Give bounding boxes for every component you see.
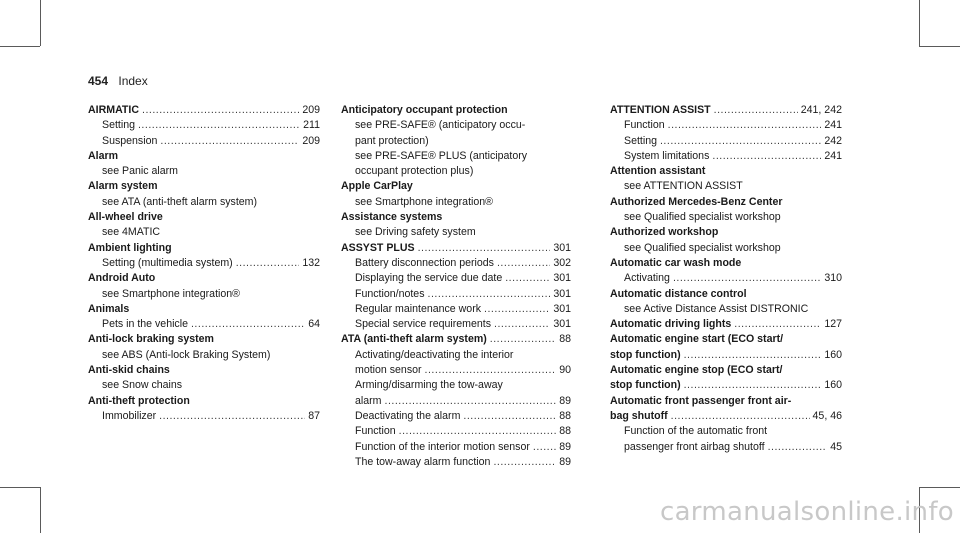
page-reference: 241 [824, 119, 842, 132]
index-subentry [610, 210, 842, 225]
index-subentry [341, 164, 571, 179]
index-entry [610, 332, 842, 363]
index-subentry [610, 440, 842, 455]
crop-mark [40, 0, 41, 46]
index-term: Battery disconnection periods [355, 256, 494, 269]
page-reference: 87 [308, 409, 320, 422]
leader-dots [463, 409, 556, 424]
index-keyword: Automatic distance control [610, 287, 747, 300]
index-keyword: Authorized workshop [610, 226, 719, 239]
index-subentry [341, 287, 571, 302]
leader-dots [142, 103, 299, 118]
page-reference: 301 [553, 241, 571, 254]
leader-dots [399, 424, 557, 439]
page-reference: 302 [553, 256, 571, 269]
index-entry [341, 241, 571, 333]
page-reference: 301 [553, 318, 571, 331]
page-reference: 241, 242 [800, 104, 842, 116]
index-subentry [341, 149, 571, 164]
index-entry [610, 363, 842, 394]
page-reference: 132 [302, 256, 320, 269]
index-term: see Active Distance Assist DISTRONIC [624, 302, 809, 315]
index-entry [610, 164, 842, 195]
index-subentry [341, 271, 571, 286]
page-reference: 89 [559, 455, 571, 468]
index-term: Regular maintenance work [355, 302, 482, 315]
index-keyword-line [610, 287, 842, 302]
leader-dots [684, 348, 822, 363]
index-subentry [341, 256, 571, 271]
index-entry [88, 363, 320, 394]
index-subentry [341, 394, 571, 409]
index-term: Suspension [102, 134, 158, 147]
index-entry [610, 394, 842, 455]
index-column-3 [610, 103, 842, 455]
index-keyword-line [88, 302, 320, 317]
index-keyword: Animals [88, 302, 130, 315]
leader-dots [734, 317, 821, 332]
index-keyword-line [610, 348, 842, 363]
index-subentry [610, 149, 842, 164]
watermark: carmanualsonline.info [659, 497, 954, 527]
index-keyword: Anti-theft protection [88, 394, 190, 407]
page-reference: 301 [553, 302, 571, 315]
index-keyword-line [88, 271, 320, 286]
index-term: see PRE-SAFE® (anticipatory occu- [355, 119, 526, 132]
index-keyword: Automatic car wash mode [610, 256, 742, 269]
index-term: Function/notes [355, 287, 425, 300]
index-entry [88, 271, 320, 302]
crop-mark [919, 46, 960, 47]
index-term: Immobilizer [102, 409, 157, 422]
index-entry [610, 103, 842, 164]
page-reference: 89 [559, 440, 571, 453]
page-reference: 88 [559, 425, 571, 438]
index-subentry [88, 134, 320, 149]
page-reference: 242 [824, 134, 842, 147]
index-keyword-line [341, 103, 571, 118]
crop-mark [0, 487, 40, 488]
index-subentry [341, 424, 571, 439]
index-subentry [341, 455, 571, 470]
index-keyword-line [610, 363, 842, 378]
index-term: Deactivating the alarm [355, 409, 461, 422]
index-subentry [88, 225, 320, 240]
index-keyword-line [88, 149, 320, 164]
page-reference: 45 [830, 440, 842, 453]
index-term: Function of the automatic front [624, 425, 768, 438]
leader-dots [490, 332, 556, 347]
index-keyword-line [88, 103, 320, 118]
index-keyword: ATTENTION ASSIST [610, 104, 711, 116]
index-term: see Smartphone integration® [355, 195, 493, 208]
index-column-1 [88, 103, 320, 424]
page-reference: 301 [553, 287, 571, 300]
index-subentry [610, 271, 842, 286]
index-entry [341, 103, 571, 179]
index-term: see ATTENTION ASSIST [624, 180, 743, 193]
leader-dots [236, 256, 300, 271]
page-reference: 64 [308, 318, 320, 331]
index-term: The tow-away alarm function [355, 455, 491, 468]
page-reference: 160 [824, 379, 842, 392]
index-keyword-line [610, 225, 842, 240]
index-subentry [88, 195, 320, 210]
index-keyword: Assistance systems [341, 211, 443, 224]
leader-dots [668, 118, 822, 133]
leader-dots [138, 118, 300, 133]
leader-dots [418, 241, 551, 256]
index-term: see PRE-SAFE® PLUS (anticipatory [355, 149, 528, 162]
leader-dots [428, 287, 551, 302]
index-term: passenger front airbag shutoff [624, 440, 765, 453]
index-subentry [341, 378, 571, 393]
index-keyword: Attention assistant [610, 165, 706, 178]
index-keyword: All-wheel drive [88, 211, 163, 224]
index-keyword: Anticipatory occupant protection [341, 104, 508, 116]
index-subentry [88, 348, 320, 363]
index-keyword-line [88, 363, 320, 378]
index-subentry [88, 287, 320, 302]
index-term: see Qualified specialist workshop [624, 241, 781, 254]
page-reference: 88 [559, 333, 571, 346]
index-term: see Qualified specialist workshop [624, 211, 781, 224]
leader-dots [714, 103, 798, 118]
index-subentry [341, 134, 571, 149]
index-keyword-line [610, 378, 842, 393]
leader-dots [533, 440, 556, 455]
page-reference: 211 [303, 119, 320, 132]
index-keyword-line [610, 409, 842, 424]
index-entry [610, 287, 842, 318]
index-entry [341, 332, 571, 470]
index-term: motion sensor [355, 364, 422, 377]
index-entry [610, 317, 842, 332]
index-subentry [610, 118, 842, 133]
index-term: occupant protection plus) [355, 165, 474, 178]
index-subentry [88, 118, 320, 133]
index-term: pant protection) [355, 134, 429, 147]
crop-mark [0, 46, 40, 47]
leader-dots [493, 455, 556, 470]
index-subentry [341, 440, 571, 455]
index-term: see Snow chains [102, 379, 183, 392]
index-term: System limitations [624, 149, 710, 162]
index-keyword-line [610, 332, 842, 347]
index-subentry [610, 179, 842, 194]
section-title: Index [118, 74, 148, 88]
index-subentry [88, 164, 320, 179]
index-keyword: Automatic engine stop (ECO start/ [610, 364, 783, 377]
page-reference: 45, 46 [812, 409, 842, 422]
index-term: Setting [624, 134, 657, 147]
index-term: Pets in the vehicle [102, 318, 188, 331]
index-keyword: Automatic front passenger front air- [610, 394, 792, 407]
index-term: Activating [624, 272, 670, 285]
leader-dots [425, 363, 557, 378]
index-keyword: bag shutoff [610, 409, 668, 422]
crop-mark [919, 0, 920, 46]
index-keyword: Android Auto [88, 272, 156, 285]
index-keyword-line [88, 394, 320, 409]
page-reference: 88 [559, 409, 571, 422]
index-entry [610, 256, 842, 287]
index-keyword: Automatic engine start (ECO start/ [610, 333, 784, 346]
leader-dots [768, 440, 828, 455]
index-term: Activating/deactivating the interior [355, 348, 514, 361]
index-keyword-line [341, 179, 571, 194]
index-subentry [341, 225, 571, 240]
leader-dots [159, 409, 305, 424]
index-entry [88, 210, 320, 241]
index-term: Displaying the service due date [355, 272, 503, 285]
index-term: Function [624, 119, 665, 132]
index-subentry [341, 118, 571, 133]
leader-dots [505, 271, 550, 286]
index-keyword-line [610, 103, 842, 118]
index-keyword-line [610, 317, 842, 332]
index-column-2 [341, 103, 571, 470]
index-entry [88, 394, 320, 425]
index-keyword-line [610, 164, 842, 179]
leader-dots [712, 149, 821, 164]
index-keyword-line [88, 241, 320, 256]
index-keyword: ASSYST PLUS [341, 241, 415, 254]
page-reference: 209 [302, 134, 320, 147]
index-subentry [341, 317, 571, 332]
index-term: Function of the interior motion sensor [355, 440, 530, 453]
leader-dots [497, 256, 550, 271]
index-entry [88, 149, 320, 180]
index-entry [88, 302, 320, 333]
index-keyword: Anti-lock braking system [88, 333, 214, 346]
index-entry [88, 241, 320, 272]
index-keyword: Apple CarPlay [341, 180, 413, 193]
leader-dots [673, 271, 821, 286]
index-term: see ATA (anti-theft alarm system) [102, 195, 258, 208]
index-keyword: Alarm [88, 149, 119, 162]
index-keyword: Ambient lighting [88, 241, 172, 254]
index-keyword: AIRMATIC [88, 104, 139, 116]
index-subentry [88, 409, 320, 424]
index-entry [88, 332, 320, 363]
index-subentry [610, 302, 842, 317]
index-keyword-line [88, 179, 320, 194]
index-keyword-line [341, 210, 571, 225]
index-keyword-line [610, 394, 842, 409]
index-subentry [88, 317, 320, 332]
page-number: 454 [88, 74, 109, 88]
page-reference: 241 [824, 149, 842, 162]
index-term: Setting (multimedia system) [102, 256, 233, 269]
page-reference: 90 [559, 364, 571, 377]
page-reference: 301 [553, 272, 571, 285]
index-keyword-line [88, 210, 320, 225]
index-keyword: stop function) [610, 348, 681, 361]
index-keyword-line [88, 332, 320, 347]
index-term: Arming/disarming the tow-away [355, 379, 503, 392]
leader-dots [385, 394, 557, 409]
page-reference: 89 [559, 394, 571, 407]
leader-dots [684, 378, 822, 393]
index-term: alarm [355, 394, 382, 407]
index-entry [341, 210, 571, 241]
index-term: see Panic alarm [102, 165, 178, 178]
index-term: see 4MATIC [102, 226, 161, 239]
index-subentry [88, 256, 320, 271]
leader-dots [160, 134, 299, 149]
index-keyword: stop function) [610, 379, 681, 392]
index-keyword: Authorized Mercedes-Benz Center [610, 195, 783, 208]
index-entry [610, 195, 842, 226]
index-subentry [341, 348, 571, 363]
page-reference: 209 [302, 104, 320, 116]
index-entry [610, 225, 842, 256]
index-keyword: ATA (anti-theft alarm system) [341, 333, 487, 346]
index-entry [88, 179, 320, 210]
index-term: Function [355, 425, 396, 438]
index-term: Special service requirements [355, 318, 492, 331]
index-keyword-line [341, 241, 571, 256]
index-keyword: Alarm system [88, 180, 158, 193]
index-subentry [341, 302, 571, 317]
index-subentry [88, 378, 320, 393]
leader-dots [191, 317, 305, 332]
crop-mark [40, 487, 41, 533]
page-header [88, 74, 148, 88]
index-keyword: Anti-skid chains [88, 364, 170, 377]
index-entry [341, 179, 571, 210]
index-keyword-line [610, 195, 842, 210]
index-term: Setting [102, 119, 135, 132]
page-reference: 310 [824, 272, 842, 285]
index-term: see Smartphone integration® [102, 287, 240, 300]
index-keyword: Automatic driving lights [610, 318, 732, 331]
index-subentry [341, 195, 571, 210]
index-entry [88, 103, 320, 149]
page-reference: 127 [824, 318, 842, 331]
index-subentry [341, 363, 571, 378]
index-term: see Driving safety system [355, 226, 476, 239]
index-term: see ABS (Anti-lock Braking System) [102, 348, 271, 361]
leader-dots [671, 409, 810, 424]
leader-dots [660, 134, 821, 149]
leader-dots [494, 317, 550, 332]
page-reference: 160 [824, 348, 842, 361]
index-subentry [341, 409, 571, 424]
index-subentry [610, 241, 842, 256]
leader-dots [484, 302, 550, 317]
crop-mark [919, 487, 960, 488]
index-keyword-line [610, 256, 842, 271]
index-subentry [610, 134, 842, 149]
index-subentry [610, 424, 842, 439]
index-keyword-line [341, 332, 571, 347]
